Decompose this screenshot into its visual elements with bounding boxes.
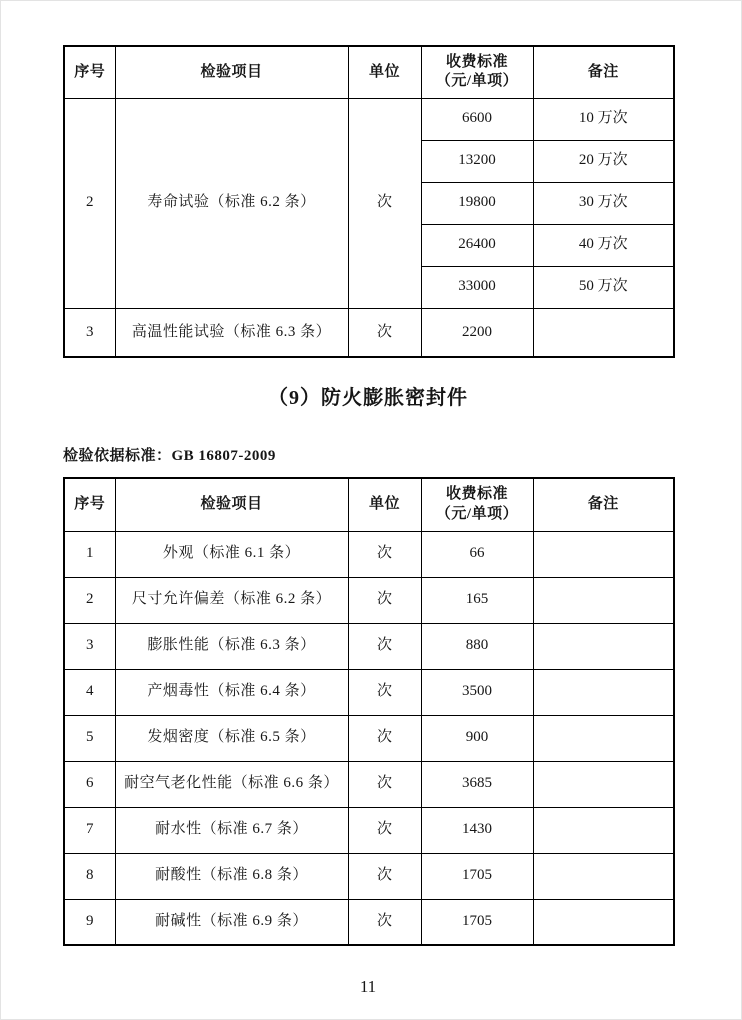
fee-table-life-test (63, 45, 675, 358)
cell-item: 膨胀性能（标准 6.3 条） (115, 623, 348, 669)
fee-table-fire-expansion-seals (63, 477, 675, 946)
cell-unit: 次 (348, 669, 421, 715)
cell-serial: 6 (64, 761, 115, 807)
col-header-fee (421, 478, 533, 531)
cell-unit: 次 (348, 308, 421, 357)
cell-fee: 26400 (421, 224, 533, 266)
cell-remark (533, 577, 674, 623)
table-row (64, 531, 674, 577)
cell-serial: 9 (64, 899, 115, 945)
cell-serial: 1 (64, 531, 115, 577)
cell-item: 产烟毒性（标准 6.4 条） (115, 669, 348, 715)
inspection-standard-basis: 检验依据标准：GB 16807-2009 (63, 448, 276, 464)
cell-item: 发烟密度（标准 6.5 条） (115, 715, 348, 761)
table-row (64, 899, 674, 945)
cell-fee: 1430 (421, 807, 533, 853)
cell-serial: 2 (64, 98, 115, 308)
fee-header-line1: 收费标准 (445, 486, 508, 503)
cell-remark: 10 万次 (533, 98, 674, 140)
cell-remark (533, 623, 674, 669)
cell-serial: 3 (64, 623, 115, 669)
cell-fee: 1705 (421, 853, 533, 899)
cell-remark (533, 761, 674, 807)
table-row (64, 669, 674, 715)
cell-unit: 次 (348, 98, 421, 308)
cell-fee: 6600 (421, 98, 533, 140)
page-number: 11 (359, 977, 377, 996)
cell-remark: 30 万次 (533, 182, 674, 224)
page-content (1, 1, 741, 997)
cell-remark (533, 807, 674, 853)
fee-header-line2: （元/单项） (435, 505, 519, 522)
cell-unit: 次 (348, 853, 421, 899)
col-header-remark: 备注 (533, 478, 674, 531)
table-row (64, 715, 674, 761)
cell-item: 耐空气老化性能（标准 6.6 条） (115, 761, 348, 807)
cell-fee: 3500 (421, 669, 533, 715)
cell-serial: 7 (64, 807, 115, 853)
cell-remark: 50 万次 (533, 266, 674, 308)
col-header-unit: 单位 (348, 478, 421, 531)
cell-unit: 次 (348, 577, 421, 623)
table-row (64, 623, 674, 669)
col-header-serial: 序号 (64, 478, 115, 531)
cell-fee: 2200 (421, 308, 533, 357)
col-header-item: 检验项目 (115, 46, 348, 98)
cell-fee: 66 (421, 531, 533, 577)
cell-serial: 3 (64, 308, 115, 357)
cell-item: 耐水性（标准 6.7 条） (115, 807, 348, 853)
cell-remark: 40 万次 (533, 224, 674, 266)
cell-unit: 次 (348, 531, 421, 577)
col-header-remark: 备注 (533, 46, 674, 98)
cell-item: 耐碱性（标准 6.9 条） (115, 899, 348, 945)
table-row (64, 308, 674, 357)
cell-fee: 19800 (421, 182, 533, 224)
section-heading: （9）防火膨胀密封件 (268, 387, 468, 409)
table-row (64, 98, 674, 140)
cell-remark: 20 万次 (533, 140, 674, 182)
cell-item: 尺寸允许偏差（标准 6.2 条） (115, 577, 348, 623)
cell-unit: 次 (348, 807, 421, 853)
cell-serial: 8 (64, 853, 115, 899)
cell-item: 耐酸性（标准 6.8 条） (115, 853, 348, 899)
cell-item: 外观（标准 6.1 条） (115, 531, 348, 577)
table-row (64, 807, 674, 853)
fee-header-line2: （元/单项） (435, 73, 519, 90)
cell-remark (533, 308, 674, 357)
cell-remark (533, 669, 674, 715)
cell-unit: 次 (348, 899, 421, 945)
cell-unit: 次 (348, 715, 421, 761)
cell-remark (533, 531, 674, 577)
cell-fee: 33000 (421, 266, 533, 308)
cell-serial: 5 (64, 715, 115, 761)
col-header-item: 检验项目 (115, 478, 348, 531)
cell-fee: 900 (421, 715, 533, 761)
cell-unit: 次 (348, 761, 421, 807)
cell-fee: 3685 (421, 761, 533, 807)
table-row (64, 761, 674, 807)
col-header-unit: 单位 (348, 46, 421, 98)
col-header-fee (421, 46, 533, 98)
cell-fee: 165 (421, 577, 533, 623)
cell-unit: 次 (348, 623, 421, 669)
cell-remark (533, 899, 674, 945)
cell-serial: 4 (64, 669, 115, 715)
cell-fee: 13200 (421, 140, 533, 182)
table-row (64, 853, 674, 899)
cell-item: 高温性能试验（标准 6.3 条） (115, 308, 348, 357)
cell-serial: 2 (64, 577, 115, 623)
table-row (64, 577, 674, 623)
cell-remark (533, 853, 674, 899)
cell-fee: 880 (421, 623, 533, 669)
col-header-serial: 序号 (64, 46, 115, 98)
cell-remark (533, 715, 674, 761)
table-header-row (64, 478, 674, 531)
table-header-row (64, 46, 674, 98)
fee-header-line1: 收费标准 (445, 53, 508, 70)
cell-item: 寿命试验（标准 6.2 条） (115, 98, 348, 308)
cell-fee: 1705 (421, 899, 533, 945)
